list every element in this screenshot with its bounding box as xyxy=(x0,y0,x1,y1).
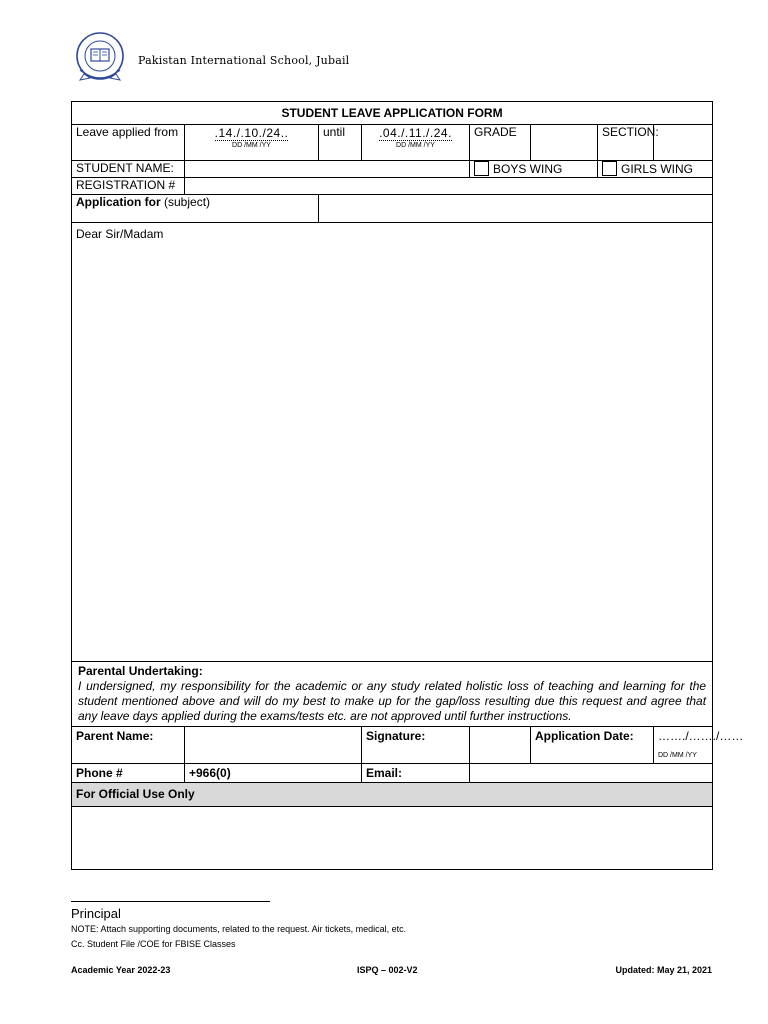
leave-from-label: Leave applied from xyxy=(72,125,185,161)
parent-name-field[interactable] xyxy=(185,727,362,764)
boys-wing-label: BOYS WING xyxy=(493,162,563,176)
application-subject-field[interactable] xyxy=(319,195,713,223)
student-name-label: STUDENT NAME: xyxy=(72,161,185,178)
signature-label: Signature: xyxy=(362,727,470,764)
principal-signature-line xyxy=(71,901,270,902)
section-label: SECTION: xyxy=(598,125,654,161)
leave-from-value: .14./.10./24.. xyxy=(214,126,289,140)
application-date-field[interactable] xyxy=(654,727,744,764)
registration-field[interactable] xyxy=(185,178,713,195)
official-use-area[interactable] xyxy=(72,807,713,870)
date-format-hint: DD /MM /YY xyxy=(232,142,271,149)
grade-field[interactable] xyxy=(531,125,598,161)
application-date-label: Application Date: xyxy=(531,727,654,764)
application-for-bold: Application for xyxy=(76,195,161,209)
signature-field[interactable] xyxy=(470,727,531,764)
undertaking-text: I undersigned, my responsibility for the academic or any study related holistic loss of teaching and learning for the student mentioned above and will do my best to make up for the gap/loss resulting due this request and agree that any leave days applied during the exams/tests etc. are not approved until further instructions. xyxy=(78,679,707,723)
boys-wing-checkbox[interactable] xyxy=(474,161,489,176)
boys-wing-option[interactable] xyxy=(470,161,598,178)
email-field[interactable] xyxy=(470,764,713,783)
footer-doc-code: ISPQ – 002-V2 xyxy=(357,965,418,975)
phone-label: Phone # xyxy=(72,764,185,783)
salutation: Dear Sir/Madam xyxy=(76,227,164,241)
form-title: STUDENT LEAVE APPLICATION FORM xyxy=(72,102,713,125)
parent-name-label: Parent Name: xyxy=(72,727,185,764)
girls-wing-label: GIRLS WING xyxy=(621,162,694,176)
until-value: .04./.11./.24. xyxy=(379,126,452,140)
until-field[interactable] xyxy=(362,125,470,161)
section-field[interactable] xyxy=(654,125,713,161)
parental-undertaking xyxy=(72,662,713,727)
email-label: Email: xyxy=(362,764,470,783)
letter-body-area[interactable] xyxy=(72,223,713,662)
principal-label: Principal xyxy=(71,906,121,921)
footer-updated: Updated: May 21, 2021 xyxy=(615,965,712,975)
application-for-rest: (subject) xyxy=(160,195,211,209)
school-name: Pakistan International School, Jubail xyxy=(138,53,350,67)
grade-label: GRADE xyxy=(470,125,531,161)
school-logo-icon xyxy=(74,30,126,86)
footer-academic-year: Academic Year 2022-23 xyxy=(71,965,171,975)
leave-from-field[interactable] xyxy=(185,125,319,161)
application-for-label xyxy=(72,195,319,223)
official-use-header: For Official Use Only xyxy=(72,783,713,807)
document-header xyxy=(74,30,349,86)
until-label: until xyxy=(319,125,362,161)
registration-label: REGISTRATION # xyxy=(72,178,185,195)
leave-application-form xyxy=(71,101,744,870)
girls-wing-option[interactable] xyxy=(598,161,713,178)
date-format-hint: DD /MM /YY xyxy=(396,142,435,149)
girls-wing-checkbox[interactable] xyxy=(602,161,617,176)
note-text: NOTE: Attach supporting documents, related to the request. Air tickets, medical, etc. xyxy=(71,924,407,934)
student-name-field[interactable] xyxy=(185,161,470,178)
phone-field[interactable]: +966(0) xyxy=(185,764,362,783)
date-format-hint: DD /MM /YY xyxy=(658,752,697,759)
cc-text: Cc. Student File /COE for FBISE Classes xyxy=(71,939,236,949)
undertaking-title: Parental Undertaking: xyxy=(78,664,203,678)
application-date-value: ……./……./…… xyxy=(658,729,744,743)
